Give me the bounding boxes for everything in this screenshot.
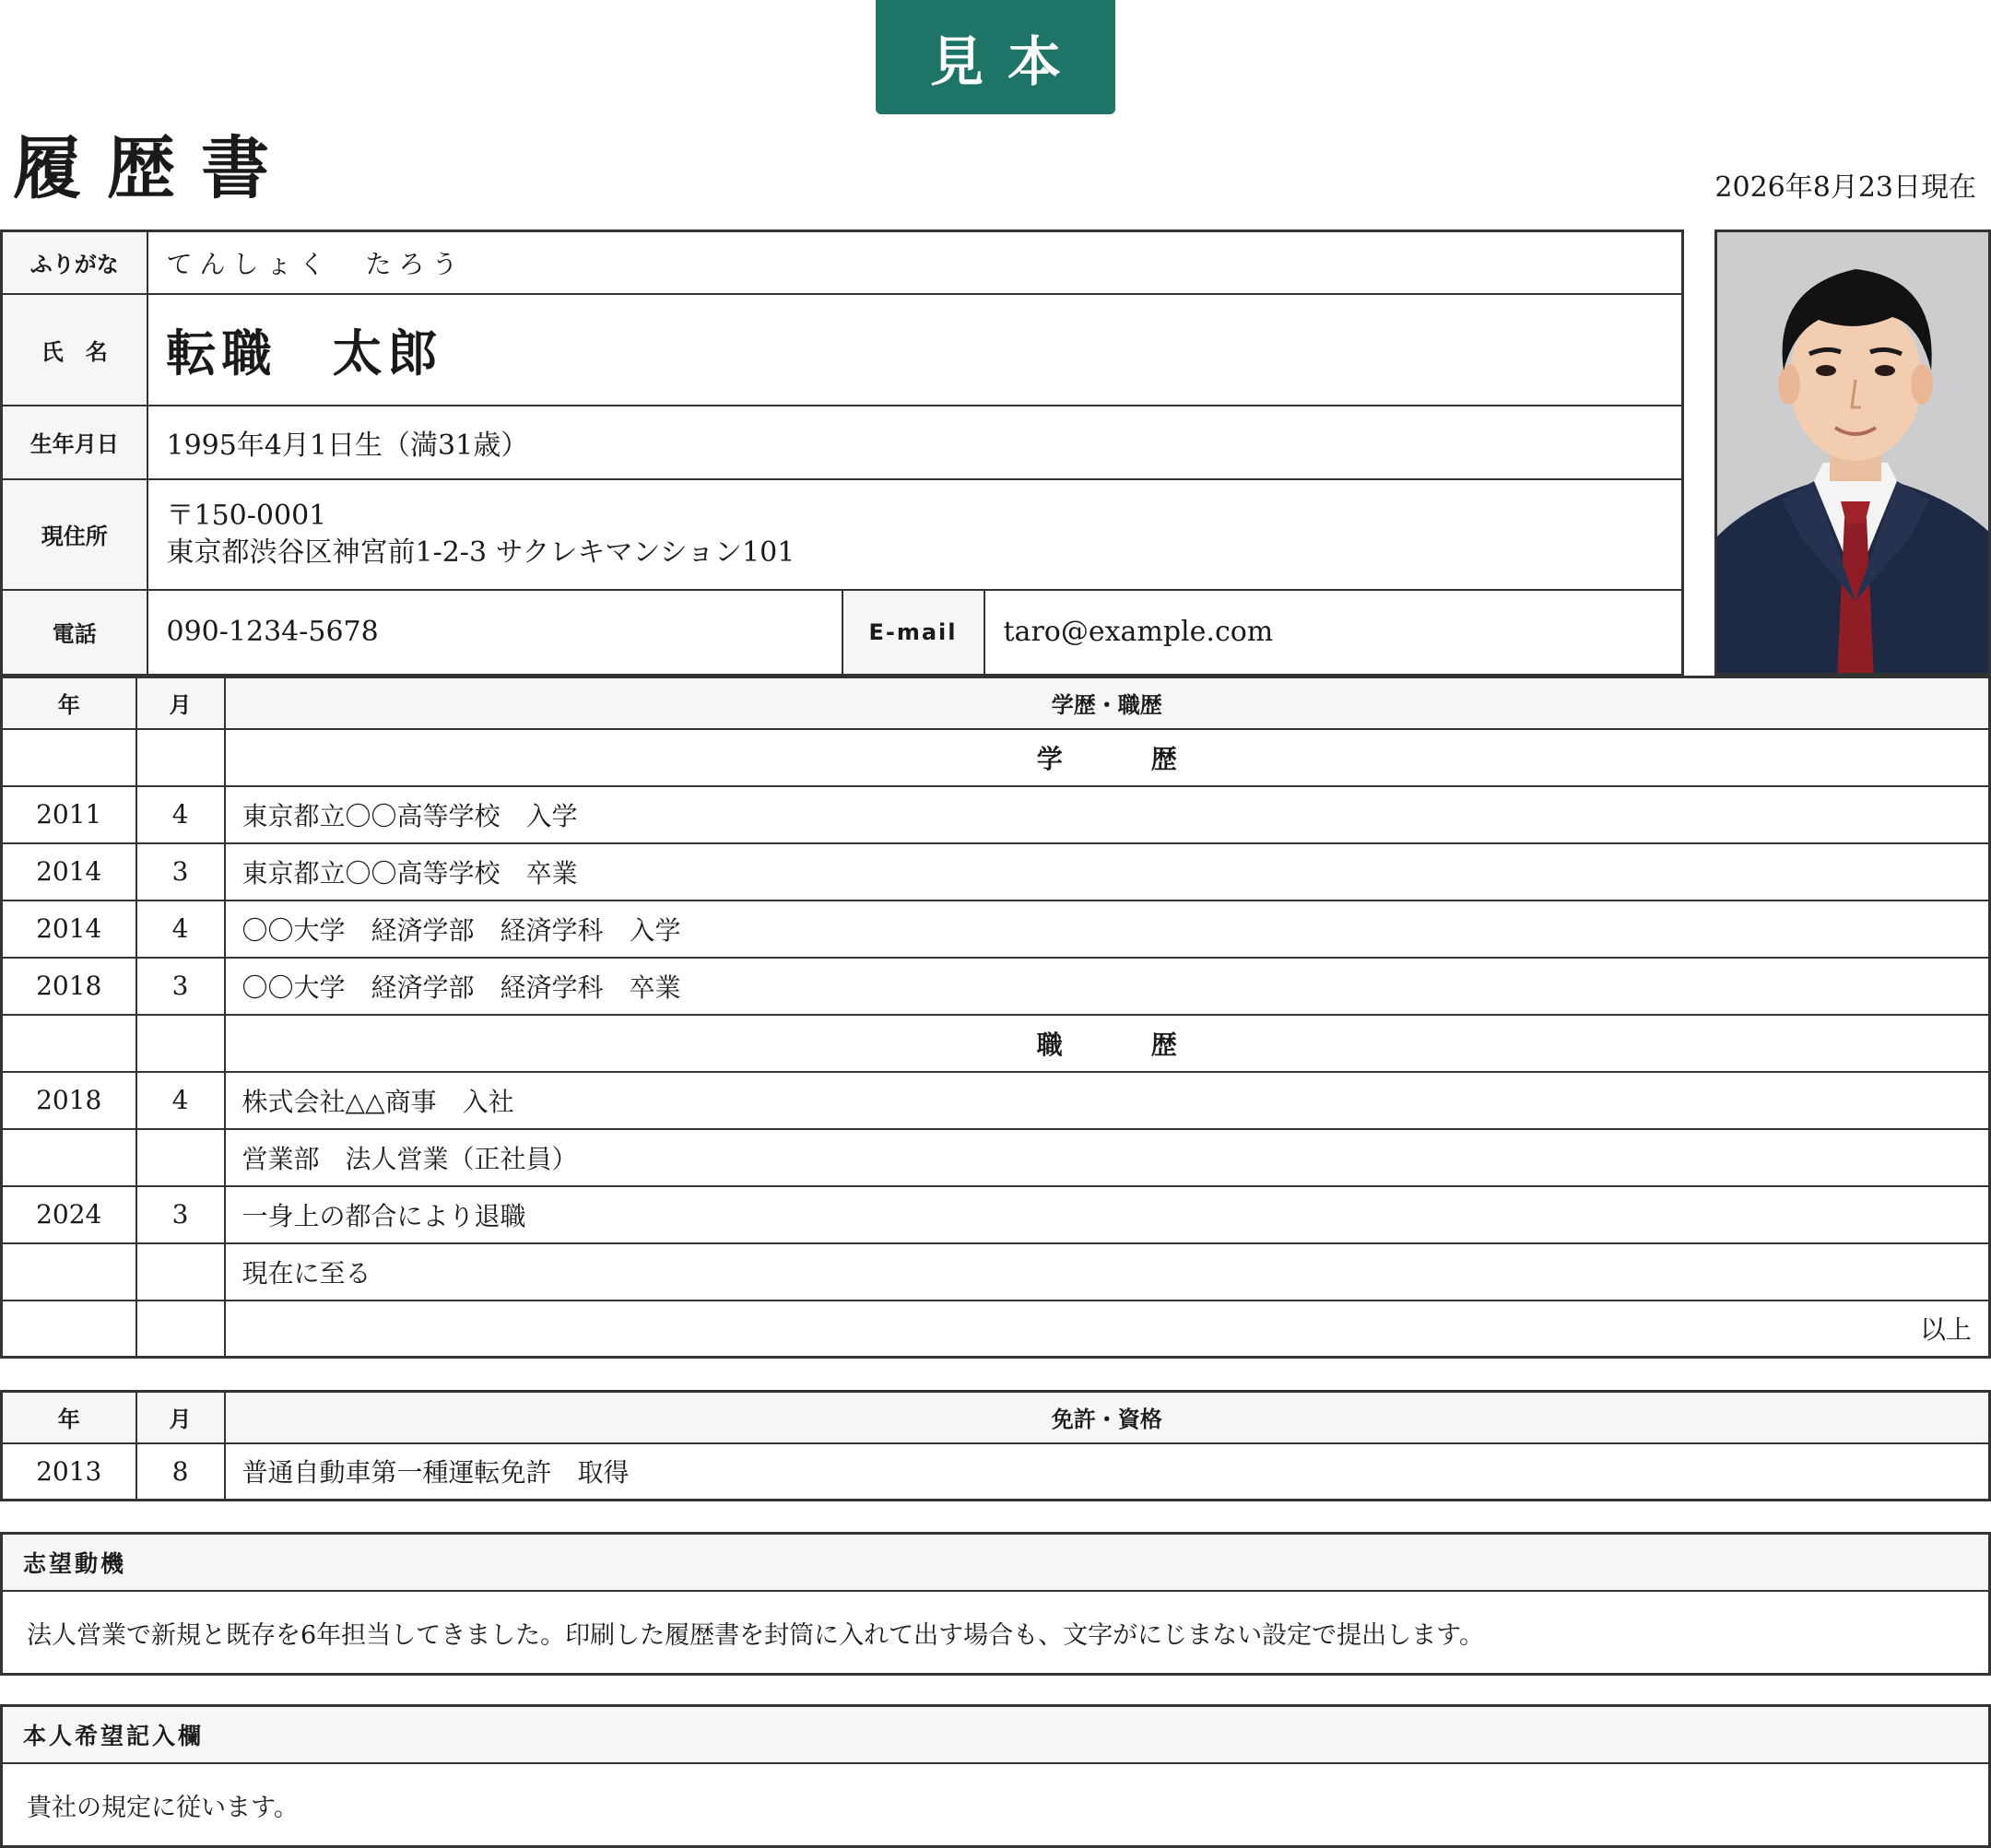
license-year-header: 年 <box>2 1392 136 1443</box>
row-month <box>136 1243 225 1301</box>
row-text: 〇〇大学 経済学部 経済学科 入学 <box>225 900 1990 958</box>
row-month: 3 <box>136 843 225 900</box>
row-year: 2014 <box>2 843 136 900</box>
row-text: 現在に至る <box>225 1243 1990 1301</box>
row-text: 東京都立〇〇高等学校 入学 <box>225 786 1990 843</box>
table-row <box>2 1301 1990 1358</box>
email-label: E-mail <box>842 590 984 676</box>
wishes-text: 貴社の規定に従います。 <box>27 1793 299 1822</box>
birth-label: 生年月日 <box>2 406 147 479</box>
address-label: 現住所 <box>2 479 147 590</box>
address-cell <box>147 479 1683 590</box>
sample-badge: 見本 <box>876 0 1115 114</box>
personal-info-table <box>0 230 1684 677</box>
contact-row <box>2 590 1683 676</box>
phone-value: 090-1234-5678 <box>147 590 842 676</box>
end-marker: 以上 <box>225 1301 1990 1358</box>
table-row <box>2 1015 1990 1072</box>
birth-value: 1995年4月1日生（満31歳） <box>147 406 1683 479</box>
name-row <box>2 294 1683 406</box>
row-text: 普通自動車第一種運転免許 取得 <box>225 1443 1990 1501</box>
license-content-header: 免許・資格 <box>225 1392 1990 1443</box>
license-month-header: 月 <box>136 1392 225 1443</box>
phone-label: 電話 <box>2 590 147 676</box>
portrait-icon <box>1717 232 1991 676</box>
row-text: 株式会社△△商事 入社 <box>225 1072 1990 1129</box>
address-row <box>2 479 1683 590</box>
row-month: 3 <box>136 958 225 1015</box>
table-row <box>2 1186 1990 1243</box>
row-month: 4 <box>136 1072 225 1129</box>
wishes-label: 本人希望記入欄 <box>3 1707 1988 1764</box>
table-row <box>2 958 1990 1015</box>
licenses-table <box>0 1390 1991 1501</box>
furigana-label: ふりがな <box>2 231 147 294</box>
as-of-date: 2026年8月23日現在 <box>1714 171 1976 204</box>
name-value: 転職 太郎 <box>147 294 1683 406</box>
row-year: 2011 <box>2 786 136 843</box>
wishes-box <box>0 1704 1991 1848</box>
history-year-header: 年 <box>2 677 136 729</box>
row-text: 一身上の都合により退職 <box>225 1186 1990 1243</box>
address-value: 東京都渋谷区神宮前1-2-3 サクレキマンション101 <box>166 536 795 569</box>
work-section-heading: 職 歴 <box>225 1015 1990 1072</box>
row-year <box>2 1243 136 1301</box>
row-year: 2024 <box>2 1186 136 1243</box>
row-month: 4 <box>136 786 225 843</box>
row-text: 営業部 法人営業（正社員） <box>225 1129 1990 1186</box>
row-month: 4 <box>136 900 225 958</box>
table-row <box>2 786 1990 843</box>
motivation-box <box>0 1532 1991 1676</box>
education-work-history-table <box>0 676 1991 1359</box>
motivation-label: 志望動機 <box>3 1535 1988 1592</box>
history-content-header: 学歴・職歴 <box>225 677 1990 729</box>
row-year: 2014 <box>2 900 136 958</box>
birth-row <box>2 406 1683 479</box>
name-label: 氏 名 <box>2 294 147 406</box>
table-row <box>2 843 1990 900</box>
table-row <box>2 1129 1990 1186</box>
table-row <box>2 1072 1990 1129</box>
row-month <box>136 1129 225 1186</box>
motivation-text: 法人営業で新規と既存を6年担当してきました。印刷した履歴書を封筒に入れて出す場合も、文字がにじまない設定で提出します。 <box>27 1620 1485 1650</box>
row-year: 2018 <box>2 1072 136 1129</box>
row-year <box>2 1129 136 1186</box>
table-row <box>2 900 1990 958</box>
portrait-photo <box>1714 230 1991 676</box>
education-section-heading: 学 歴 <box>225 729 1990 786</box>
row-text: 東京都立〇〇高等学校 卒業 <box>225 843 1990 900</box>
row-month: 8 <box>136 1443 225 1501</box>
row-year: 2013 <box>2 1443 136 1501</box>
table-row <box>2 1443 1990 1501</box>
postal-code: 〒150-0001 <box>166 499 327 532</box>
email-value: taro@example.com <box>984 590 1683 676</box>
furigana-value: てんしょく たろう <box>147 231 1683 294</box>
document-title: 履歴書 <box>13 129 295 208</box>
row-month: 3 <box>136 1186 225 1243</box>
row-text: 〇〇大学 経済学部 経済学科 卒業 <box>225 958 1990 1015</box>
table-row <box>2 1243 1990 1301</box>
history-month-header: 月 <box>136 677 225 729</box>
row-year: 2018 <box>2 958 136 1015</box>
table-row <box>2 729 1990 786</box>
furigana-row <box>2 231 1683 294</box>
